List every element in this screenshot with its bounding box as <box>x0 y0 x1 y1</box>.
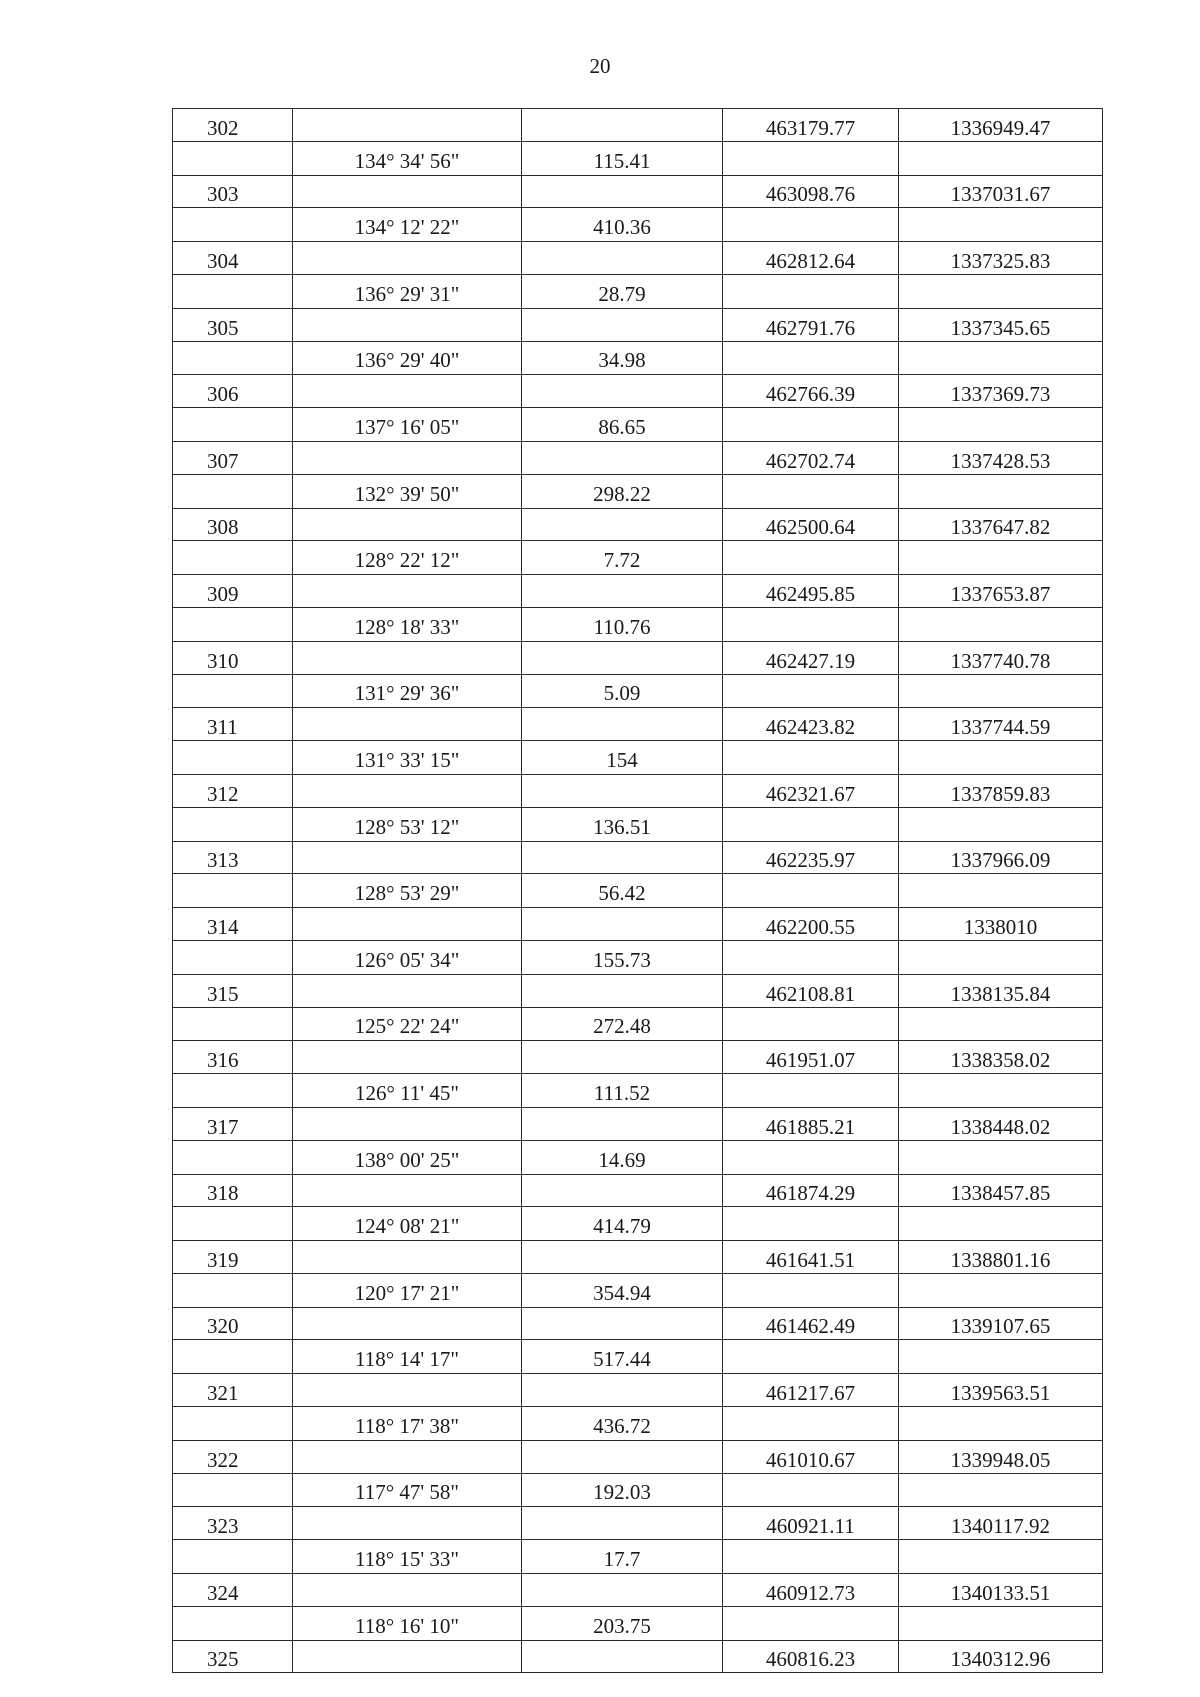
distance-cell: 56.42 <box>522 874 723 908</box>
point-id-cell: 310 <box>173 641 293 674</box>
bearing-cell: 124° 08' 21" <box>293 1207 522 1241</box>
point-id-cell <box>173 1007 293 1041</box>
point-row <box>173 375 1103 408</box>
distance-cell: 111.52 <box>522 1074 723 1108</box>
x-coordinate-cell: 461641.51 <box>723 1241 899 1274</box>
x-coordinate-cell <box>723 807 899 841</box>
segment-row <box>173 274 1103 308</box>
distance-cell <box>522 375 723 408</box>
y-coordinate-cell: 1338801.16 <box>899 1241 1103 1274</box>
distance-cell <box>522 1374 723 1407</box>
y-coordinate-cell: 1337744.59 <box>899 708 1103 741</box>
x-coordinate-cell: 460816.23 <box>723 1640 899 1673</box>
distance-cell <box>522 508 723 541</box>
x-coordinate-cell <box>723 1606 899 1640</box>
point-id-cell <box>173 874 293 908</box>
distance-cell: 86.65 <box>522 408 723 442</box>
point-row <box>173 1041 1103 1074</box>
point-id-cell: 304 <box>173 242 293 275</box>
y-coordinate-cell <box>899 1407 1103 1441</box>
point-row <box>173 908 1103 941</box>
point-id-cell <box>173 474 293 508</box>
x-coordinate-cell <box>723 408 899 442</box>
y-coordinate-cell: 1337740.78 <box>899 641 1103 674</box>
distance-cell <box>522 908 723 941</box>
point-id-cell: 318 <box>173 1174 293 1207</box>
segment-row <box>173 1606 1103 1640</box>
x-coordinate-cell <box>723 141 899 175</box>
x-coordinate-cell: 462108.81 <box>723 974 899 1007</box>
point-id-cell: 323 <box>173 1507 293 1540</box>
bearing-cell <box>293 1574 522 1607</box>
distance-cell <box>522 1440 723 1473</box>
y-coordinate-cell <box>899 1140 1103 1174</box>
distance-cell: 154 <box>522 741 723 775</box>
point-id-cell: 315 <box>173 974 293 1007</box>
distance-cell <box>522 1107 723 1140</box>
distance-cell: 354.94 <box>522 1273 723 1307</box>
bearing-cell <box>293 1107 522 1140</box>
y-coordinate-cell <box>899 1273 1103 1307</box>
bearing-cell: 137° 16' 05" <box>293 408 522 442</box>
bearing-cell: 136° 29' 40" <box>293 341 522 375</box>
point-id-cell <box>173 274 293 308</box>
distance-cell <box>522 1174 723 1207</box>
y-coordinate-cell <box>899 1074 1103 1108</box>
bearing-cell <box>293 1374 522 1407</box>
y-coordinate-cell <box>899 674 1103 708</box>
bearing-cell <box>293 508 522 541</box>
x-coordinate-cell: 461874.29 <box>723 1174 899 1207</box>
bearing-cell: 128° 53' 12" <box>293 807 522 841</box>
point-id-cell: 313 <box>173 841 293 874</box>
distance-cell: 272.48 <box>522 1007 723 1041</box>
segment-row <box>173 474 1103 508</box>
point-id-cell: 305 <box>173 308 293 341</box>
point-id-cell <box>173 208 293 242</box>
y-coordinate-cell: 1339948.05 <box>899 1440 1103 1473</box>
distance-cell <box>522 774 723 807</box>
point-id-cell <box>173 408 293 442</box>
bearing-cell <box>293 1307 522 1340</box>
x-coordinate-cell <box>723 1007 899 1041</box>
segment-row <box>173 541 1103 575</box>
distance-cell: 410.36 <box>522 208 723 242</box>
bearing-cell <box>293 841 522 874</box>
y-coordinate-cell <box>899 807 1103 841</box>
point-row <box>173 109 1103 142</box>
segment-row <box>173 1473 1103 1507</box>
x-coordinate-cell: 463098.76 <box>723 175 899 208</box>
x-coordinate-cell <box>723 1407 899 1441</box>
point-id-cell <box>173 1140 293 1174</box>
bearing-cell: 120° 17' 21" <box>293 1273 522 1307</box>
x-coordinate-cell: 461217.67 <box>723 1374 899 1407</box>
y-coordinate-cell <box>899 741 1103 775</box>
distance-cell: 34.98 <box>522 341 723 375</box>
point-row <box>173 1307 1103 1340</box>
segment-row <box>173 674 1103 708</box>
y-coordinate-cell <box>899 940 1103 974</box>
bearing-cell: 125° 22' 24" <box>293 1007 522 1041</box>
x-coordinate-cell <box>723 274 899 308</box>
segment-row <box>173 141 1103 175</box>
point-id-cell <box>173 940 293 974</box>
segment-row <box>173 341 1103 375</box>
bearing-cell: 126° 11' 45" <box>293 1074 522 1108</box>
point-row <box>173 575 1103 608</box>
x-coordinate-cell <box>723 874 899 908</box>
x-coordinate-cell: 463179.77 <box>723 109 899 142</box>
distance-cell: 14.69 <box>522 1140 723 1174</box>
bearing-cell <box>293 641 522 674</box>
point-id-cell: 317 <box>173 1107 293 1140</box>
distance-cell: 110.76 <box>522 607 723 641</box>
y-coordinate-cell <box>899 1473 1103 1507</box>
y-coordinate-cell: 1337345.65 <box>899 308 1103 341</box>
y-coordinate-cell: 1340312.96 <box>899 1640 1103 1673</box>
point-id-cell: 319 <box>173 1241 293 1274</box>
segment-row <box>173 1074 1103 1108</box>
x-coordinate-cell: 462702.74 <box>723 441 899 474</box>
x-coordinate-cell: 461885.21 <box>723 1107 899 1140</box>
x-coordinate-cell <box>723 1473 899 1507</box>
bearing-cell <box>293 1041 522 1074</box>
y-coordinate-cell <box>899 208 1103 242</box>
distance-cell: 298.22 <box>522 474 723 508</box>
y-coordinate-cell: 1337428.53 <box>899 441 1103 474</box>
y-coordinate-cell <box>899 1606 1103 1640</box>
segment-row <box>173 940 1103 974</box>
y-coordinate-cell <box>899 141 1103 175</box>
distance-cell: 414.79 <box>522 1207 723 1241</box>
point-id-cell <box>173 1340 293 1374</box>
distance-cell: 436.72 <box>522 1407 723 1441</box>
distance-cell: 136.51 <box>522 807 723 841</box>
y-coordinate-cell <box>899 274 1103 308</box>
distance-cell <box>522 109 723 142</box>
y-coordinate-cell <box>899 607 1103 641</box>
y-coordinate-cell <box>899 1007 1103 1041</box>
bearing-cell: 118° 16' 10" <box>293 1606 522 1640</box>
segment-row <box>173 1407 1103 1441</box>
point-id-cell: 308 <box>173 508 293 541</box>
bearing-cell <box>293 974 522 1007</box>
bearing-cell: 131° 29' 36" <box>293 674 522 708</box>
x-coordinate-cell: 461010.67 <box>723 1440 899 1473</box>
bearing-cell: 117° 47' 58" <box>293 1473 522 1507</box>
bearing-cell: 128° 18' 33" <box>293 607 522 641</box>
distance-cell <box>522 575 723 608</box>
bearing-cell: 134° 34' 56" <box>293 141 522 175</box>
bearing-cell: 118° 14' 17" <box>293 1340 522 1374</box>
distance-cell <box>522 308 723 341</box>
point-id-cell: 307 <box>173 441 293 474</box>
x-coordinate-cell: 462500.64 <box>723 508 899 541</box>
distance-cell: 115.41 <box>522 141 723 175</box>
distance-cell <box>522 1574 723 1607</box>
x-coordinate-cell <box>723 1074 899 1108</box>
bearing-cell <box>293 1440 522 1473</box>
point-row <box>173 1507 1103 1540</box>
point-row <box>173 508 1103 541</box>
distance-cell: 203.75 <box>522 1606 723 1640</box>
segment-row <box>173 741 1103 775</box>
bearing-cell <box>293 908 522 941</box>
distance-cell: 517.44 <box>522 1340 723 1374</box>
point-id-cell <box>173 341 293 375</box>
point-id-cell: 303 <box>173 175 293 208</box>
y-coordinate-cell <box>899 341 1103 375</box>
bearing-cell <box>293 774 522 807</box>
y-coordinate-cell: 1339563.51 <box>899 1374 1103 1407</box>
point-id-cell <box>173 1273 293 1307</box>
x-coordinate-cell <box>723 1273 899 1307</box>
point-row <box>173 1107 1103 1140</box>
distance-cell <box>522 974 723 1007</box>
distance-cell <box>522 708 723 741</box>
point-id-cell <box>173 141 293 175</box>
bearing-cell <box>293 375 522 408</box>
x-coordinate-cell: 462495.85 <box>723 575 899 608</box>
x-coordinate-cell: 462791.76 <box>723 308 899 341</box>
point-row <box>173 641 1103 674</box>
y-coordinate-cell: 1336949.47 <box>899 109 1103 142</box>
point-id-cell: 314 <box>173 908 293 941</box>
point-row <box>173 1640 1103 1673</box>
x-coordinate-cell: 462200.55 <box>723 908 899 941</box>
bearing-cell: 138° 00' 25" <box>293 1140 522 1174</box>
point-row <box>173 974 1103 1007</box>
x-coordinate-cell: 462235.97 <box>723 841 899 874</box>
point-row <box>173 1374 1103 1407</box>
point-id-cell <box>173 1407 293 1441</box>
table-body <box>173 109 1103 1673</box>
point-id-cell <box>173 741 293 775</box>
bearing-cell <box>293 109 522 142</box>
x-coordinate-cell <box>723 1540 899 1574</box>
point-id-cell <box>173 607 293 641</box>
point-id-cell <box>173 1074 293 1108</box>
point-id-cell: 320 <box>173 1307 293 1340</box>
segment-row <box>173 807 1103 841</box>
point-row <box>173 441 1103 474</box>
y-coordinate-cell <box>899 541 1103 575</box>
distance-cell: 17.7 <box>522 1540 723 1574</box>
point-id-cell: 325 <box>173 1640 293 1673</box>
point-row <box>173 242 1103 275</box>
y-coordinate-cell: 1338135.84 <box>899 974 1103 1007</box>
point-id-cell: 321 <box>173 1374 293 1407</box>
bearing-cell <box>293 175 522 208</box>
point-row <box>173 774 1103 807</box>
point-row <box>173 1440 1103 1473</box>
point-id-cell: 312 <box>173 774 293 807</box>
bearing-cell: 128° 22' 12" <box>293 541 522 575</box>
y-coordinate-cell: 1337369.73 <box>899 375 1103 408</box>
y-coordinate-cell: 1337031.67 <box>899 175 1103 208</box>
bearing-cell <box>293 1174 522 1207</box>
distance-cell <box>522 841 723 874</box>
y-coordinate-cell <box>899 474 1103 508</box>
point-row <box>173 841 1103 874</box>
point-row <box>173 708 1103 741</box>
segment-row <box>173 208 1103 242</box>
y-coordinate-cell <box>899 1207 1103 1241</box>
bearing-cell: 128° 53' 29" <box>293 874 522 908</box>
y-coordinate-cell: 1340117.92 <box>899 1507 1103 1540</box>
y-coordinate-cell: 1337647.82 <box>899 508 1103 541</box>
bearing-cell <box>293 308 522 341</box>
point-id-cell: 322 <box>173 1440 293 1473</box>
x-coordinate-cell <box>723 474 899 508</box>
distance-cell <box>522 1640 723 1673</box>
point-id-cell <box>173 1606 293 1640</box>
distance-cell: 155.73 <box>522 940 723 974</box>
distance-cell <box>522 641 723 674</box>
point-row <box>173 1241 1103 1274</box>
bearing-cell: 136° 29' 31" <box>293 274 522 308</box>
distance-cell <box>522 1241 723 1274</box>
y-coordinate-cell <box>899 408 1103 442</box>
bearing-cell <box>293 242 522 275</box>
distance-cell <box>522 1307 723 1340</box>
page-number: 20 <box>589 54 611 78</box>
y-coordinate-cell <box>899 1340 1103 1374</box>
x-coordinate-cell: 462321.67 <box>723 774 899 807</box>
y-coordinate-cell: 1338010 <box>899 908 1103 941</box>
bearing-cell: 126° 05' 34" <box>293 940 522 974</box>
segment-row <box>173 1340 1103 1374</box>
y-coordinate-cell <box>899 874 1103 908</box>
x-coordinate-cell: 462766.39 <box>723 375 899 408</box>
x-coordinate-cell: 461951.07 <box>723 1041 899 1074</box>
segment-row <box>173 1540 1103 1574</box>
point-id-cell <box>173 1540 293 1574</box>
point-row <box>173 1574 1103 1607</box>
bearing-cell: 118° 17' 38" <box>293 1407 522 1441</box>
segment-row <box>173 607 1103 641</box>
x-coordinate-cell <box>723 208 899 242</box>
x-coordinate-cell <box>723 1207 899 1241</box>
bearing-cell: 131° 33' 15" <box>293 741 522 775</box>
x-coordinate-cell <box>723 607 899 641</box>
x-coordinate-cell <box>723 341 899 375</box>
boundary-coordinates-table <box>172 108 1103 1673</box>
y-coordinate-cell: 1340133.51 <box>899 1574 1103 1607</box>
point-row <box>173 308 1103 341</box>
y-coordinate-cell: 1338358.02 <box>899 1041 1103 1074</box>
point-row <box>173 175 1103 208</box>
x-coordinate-cell <box>723 1140 899 1174</box>
x-coordinate-cell: 462427.19 <box>723 641 899 674</box>
point-row <box>173 1174 1103 1207</box>
bearing-cell <box>293 1507 522 1540</box>
x-coordinate-cell <box>723 741 899 775</box>
point-id-cell: 306 <box>173 375 293 408</box>
y-coordinate-cell: 1338448.02 <box>899 1107 1103 1140</box>
point-id-cell <box>173 674 293 708</box>
point-id-cell <box>173 541 293 575</box>
distance-cell <box>522 441 723 474</box>
distance-cell: 192.03 <box>522 1473 723 1507</box>
distance-cell: 5.09 <box>522 674 723 708</box>
distance-cell <box>522 175 723 208</box>
segment-row <box>173 874 1103 908</box>
distance-cell <box>522 1507 723 1540</box>
y-coordinate-cell <box>899 1540 1103 1574</box>
x-coordinate-cell <box>723 940 899 974</box>
point-id-cell: 302 <box>173 109 293 142</box>
distance-cell: 28.79 <box>522 274 723 308</box>
segment-row <box>173 408 1103 442</box>
x-coordinate-cell: 460912.73 <box>723 1574 899 1607</box>
bearing-cell: 118° 15' 33" <box>293 1540 522 1574</box>
x-coordinate-cell: 462423.82 <box>723 708 899 741</box>
y-coordinate-cell: 1339107.65 <box>899 1307 1103 1340</box>
x-coordinate-cell: 462812.64 <box>723 242 899 275</box>
y-coordinate-cell: 1337966.09 <box>899 841 1103 874</box>
distance-cell: 7.72 <box>522 541 723 575</box>
point-id-cell <box>173 1207 293 1241</box>
x-coordinate-cell <box>723 541 899 575</box>
segment-row <box>173 1007 1103 1041</box>
bearing-cell <box>293 1241 522 1274</box>
distance-cell <box>522 242 723 275</box>
x-coordinate-cell <box>723 674 899 708</box>
y-coordinate-cell: 1338457.85 <box>899 1174 1103 1207</box>
bearing-cell <box>293 1640 522 1673</box>
bearing-cell <box>293 441 522 474</box>
x-coordinate-cell <box>723 1340 899 1374</box>
x-coordinate-cell: 461462.49 <box>723 1307 899 1340</box>
distance-cell <box>522 1041 723 1074</box>
point-id-cell: 311 <box>173 708 293 741</box>
point-id-cell: 324 <box>173 1574 293 1607</box>
point-id-cell: 309 <box>173 575 293 608</box>
bearing-cell: 134° 12' 22" <box>293 208 522 242</box>
y-coordinate-cell: 1337859.83 <box>899 774 1103 807</box>
point-id-cell: 316 <box>173 1041 293 1074</box>
point-id-cell <box>173 807 293 841</box>
point-id-cell <box>173 1473 293 1507</box>
bearing-cell <box>293 575 522 608</box>
x-coordinate-cell: 460921.11 <box>723 1507 899 1540</box>
segment-row <box>173 1273 1103 1307</box>
segment-row <box>173 1207 1103 1241</box>
bearing-cell: 132° 39' 50" <box>293 474 522 508</box>
y-coordinate-cell: 1337325.83 <box>899 242 1103 275</box>
y-coordinate-cell: 1337653.87 <box>899 575 1103 608</box>
segment-row <box>173 1140 1103 1174</box>
bearing-cell <box>293 708 522 741</box>
